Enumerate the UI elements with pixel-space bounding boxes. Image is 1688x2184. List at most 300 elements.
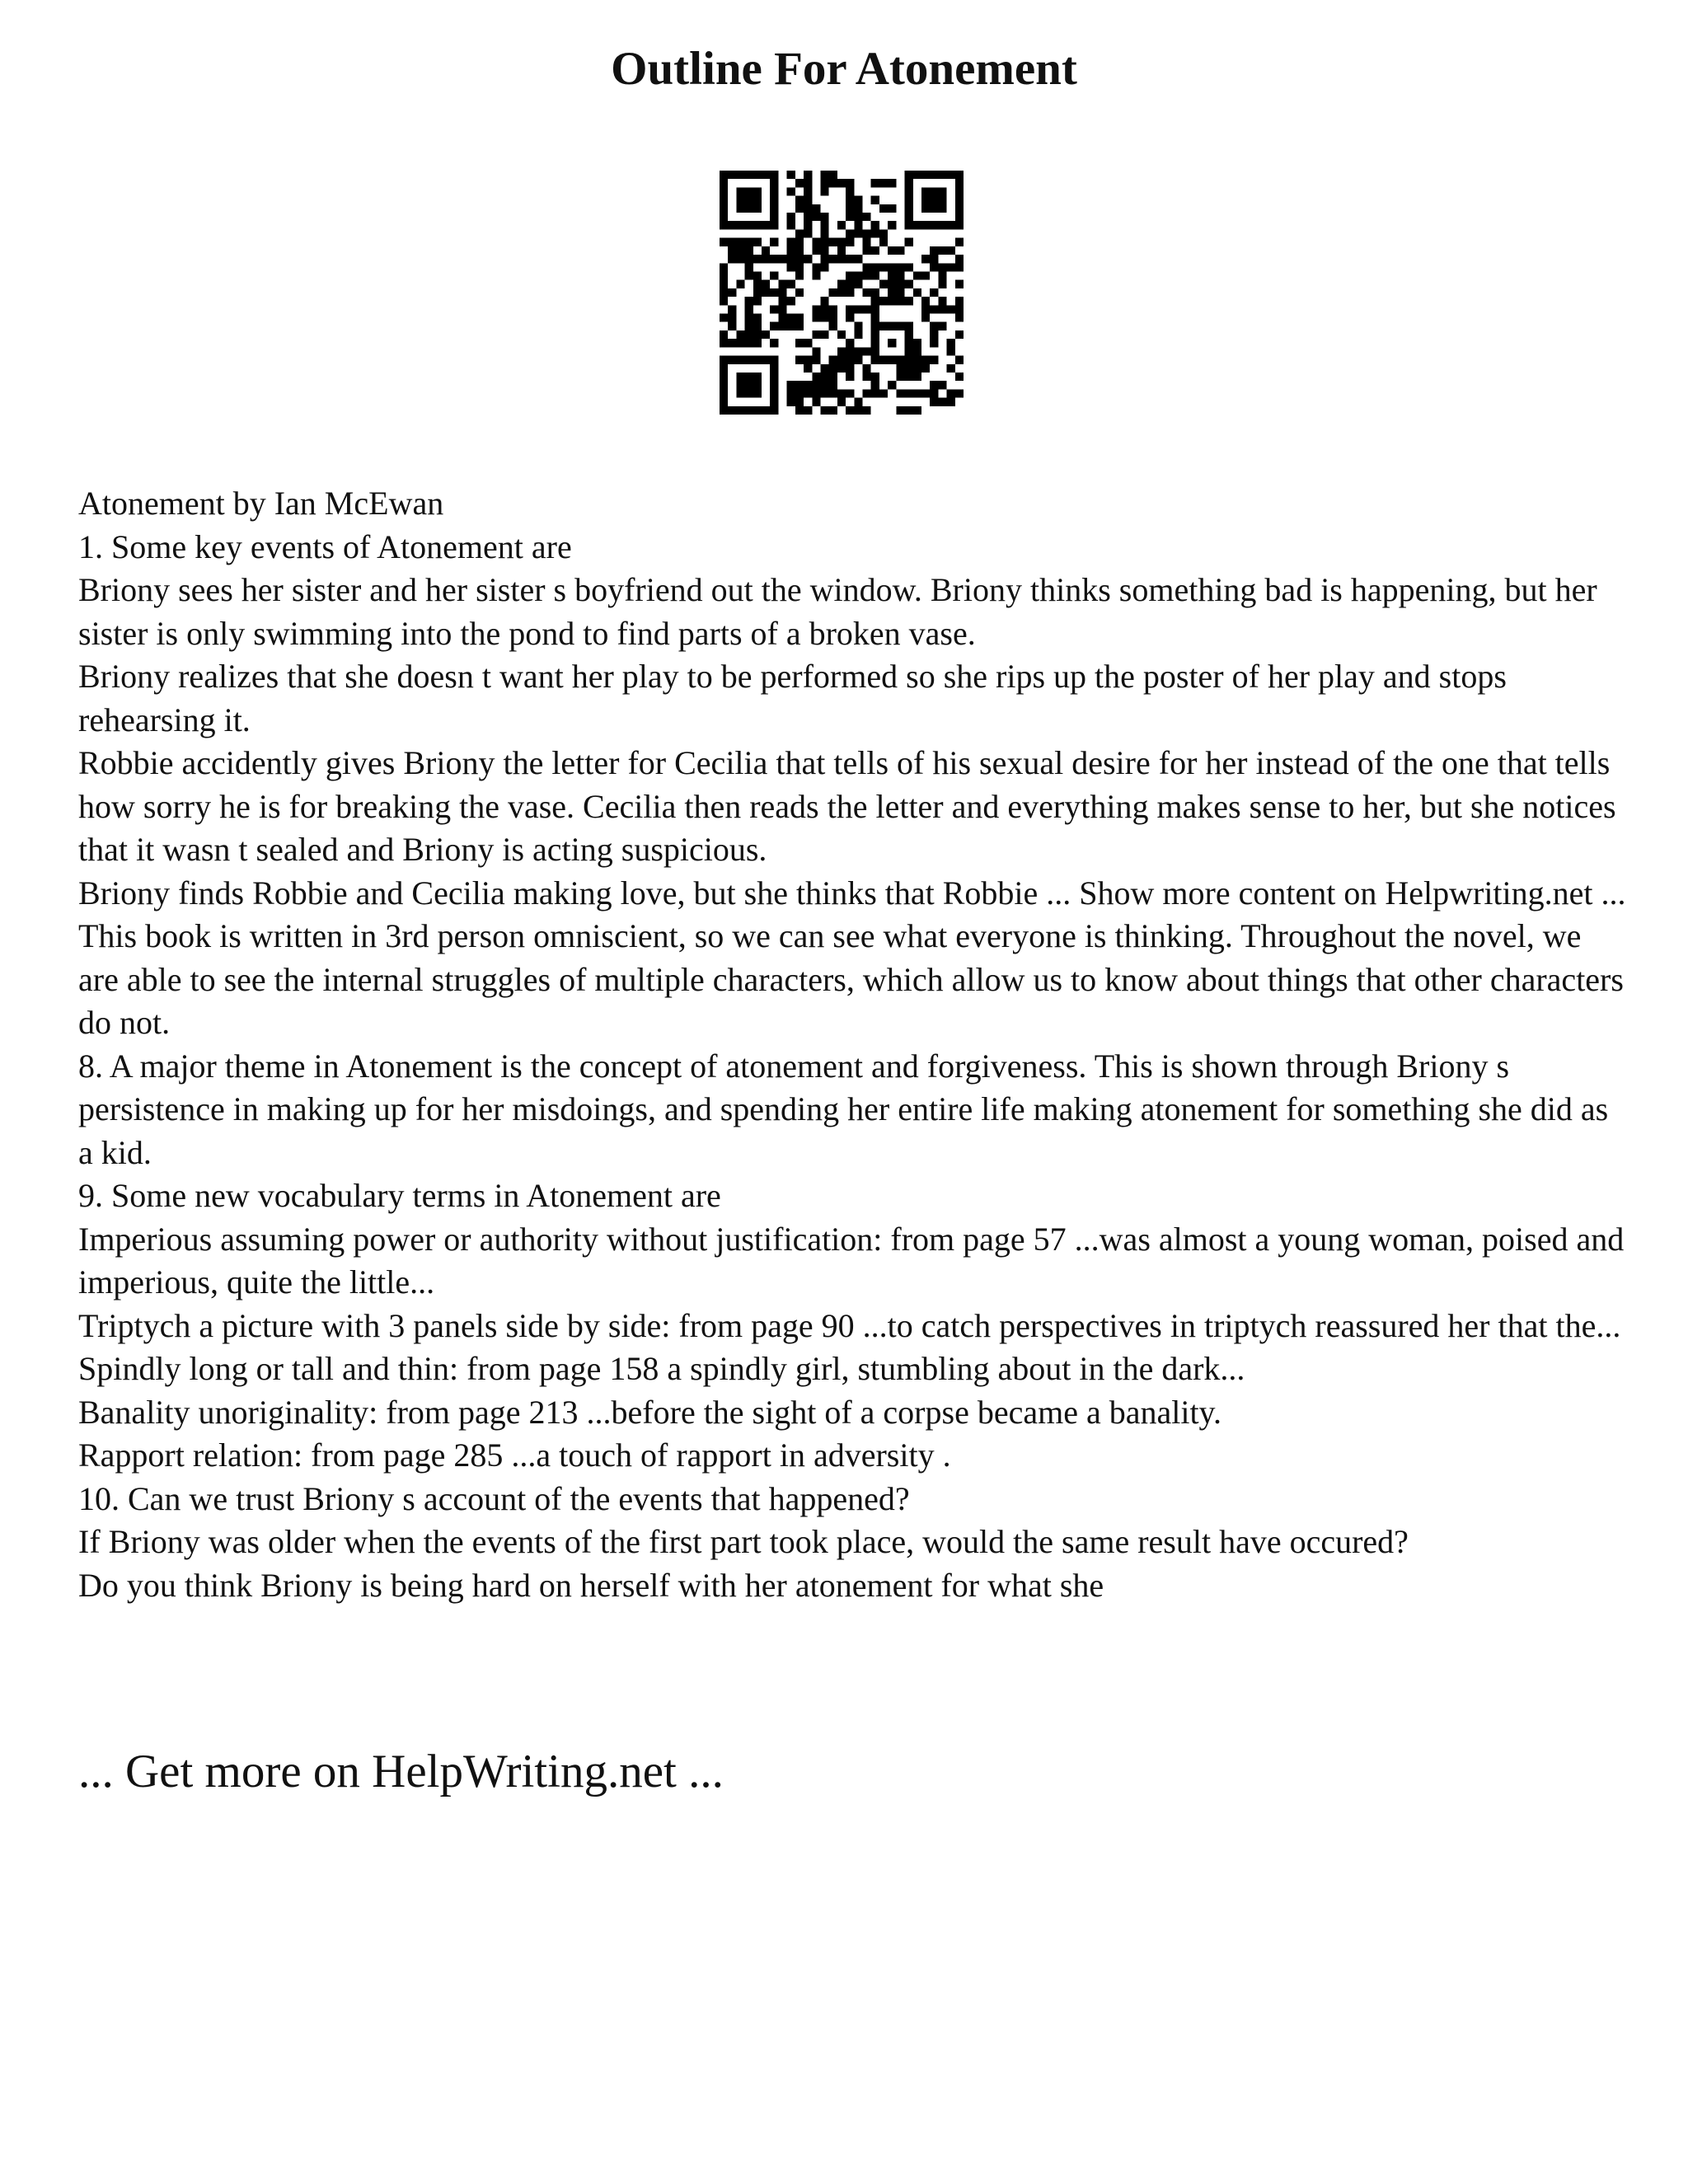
paragraph: 8. A major theme in Atonement is the concept of atonement and forgiveness. This is shown through Briony s persistence in making up for her misdoings, and spending her entire life making atonement for something she did as a kid.: [78, 1047, 1609, 1171]
qr-module: [930, 389, 938, 397]
qr-module: [728, 305, 736, 313]
qr-module: [930, 398, 938, 406]
qr-module: [905, 322, 913, 330]
qr-module: [930, 171, 938, 179]
qr-module: [720, 389, 728, 397]
qr-module: [795, 255, 804, 263]
qr-module: [837, 398, 846, 406]
paragraph: 10. Can we trust Briony s account of the events that happened?: [78, 1479, 910, 1517]
qr-module: [930, 263, 938, 271]
qr-module: [787, 381, 795, 389]
qr-module: [896, 322, 904, 330]
qr-module: [812, 263, 820, 271]
qr-module: [854, 280, 862, 288]
qr-module: [795, 381, 804, 389]
qr-module: [888, 263, 896, 271]
qr-module: [745, 246, 753, 255]
qr-code: [720, 171, 964, 415]
qr-module: [905, 179, 913, 187]
qr-module: [930, 305, 938, 313]
qr-module: [879, 263, 888, 271]
qr-module: [804, 187, 812, 195]
qr-module: [804, 339, 812, 347]
qr-module: [787, 213, 795, 221]
qr-module: [787, 238, 795, 246]
qr-module: [812, 204, 820, 213]
qr-module: [921, 171, 930, 179]
qr-module: [762, 356, 770, 364]
qr-module: [736, 280, 744, 288]
qr-module: [812, 389, 820, 397]
qr-module: [879, 204, 888, 213]
qr-module: [795, 288, 804, 297]
qr-module: [762, 288, 770, 297]
qr-module: [905, 406, 913, 415]
qr-module: [863, 364, 871, 373]
qr-module: [846, 356, 854, 364]
qr-module: [837, 330, 846, 339]
qr-module: [863, 263, 871, 271]
qr-module: [888, 221, 896, 229]
qr-module: [795, 246, 804, 255]
qr-module: [871, 356, 879, 364]
qr-module: [820, 179, 828, 187]
qr-module: [871, 339, 879, 347]
get-more-link[interactable]: ... Get more on HelpWriting.net ...: [78, 1746, 724, 1797]
qr-module: [888, 356, 896, 364]
paragraph: 9. Some new vocabulary terms in Atonement are: [78, 1177, 721, 1214]
qr-module: [955, 171, 964, 179]
qr-module: [795, 263, 804, 271]
qr-module: [820, 406, 828, 415]
qr-module: [854, 271, 862, 279]
qr-module: [955, 196, 964, 204]
qr-module: [905, 204, 913, 213]
qr-module: [787, 297, 795, 305]
qr-module: [770, 238, 778, 246]
qr-module: [745, 238, 753, 246]
qr-module: [863, 288, 871, 297]
qr-module: [728, 356, 736, 364]
qr-module: [879, 229, 888, 237]
qr-module: [753, 288, 762, 297]
qr-module: [854, 229, 862, 237]
qr-module: [938, 322, 946, 330]
qr-module: [888, 246, 896, 255]
qr-module: [829, 171, 837, 179]
qr-module: [921, 255, 930, 263]
qr-module: [947, 246, 955, 255]
qr-module: [938, 171, 946, 179]
qr-module: [888, 280, 896, 288]
qr-module: [837, 238, 846, 246]
qr-module: [871, 229, 879, 237]
qr-module: [955, 187, 964, 195]
qr-module: [938, 263, 946, 271]
qr-module: [829, 356, 837, 364]
qr-module: [753, 322, 762, 330]
qr-module: [863, 246, 871, 255]
qr-module: [938, 280, 946, 288]
qr-module: [795, 389, 804, 397]
qr-module: [913, 389, 921, 397]
qr-module: [905, 330, 913, 339]
qr-module: [812, 398, 820, 406]
qr-module: [930, 381, 938, 389]
qr-module: [905, 221, 913, 229]
paragraph: Rapport relation: from page 285 ...a touch of rapport in adversity .: [78, 1436, 951, 1474]
qr-module: [753, 204, 762, 213]
qr-module: [795, 271, 804, 279]
qr-module: [829, 364, 837, 373]
paragraph: Briony realizes that she doesn t want her play to be performed so she rips up the poster of her play and stops rehearsing it.: [78, 658, 1507, 738]
qr-module: [804, 364, 812, 373]
qr-module: [820, 305, 828, 313]
qr-module: [787, 221, 795, 229]
qr-module: [930, 255, 938, 263]
qr-module: [787, 280, 795, 288]
qr-module: [846, 339, 854, 347]
qr-module: [745, 339, 753, 347]
qr-module: [846, 255, 854, 263]
qr-module: [938, 246, 946, 255]
qr-module: [930, 339, 938, 347]
qr-module: [896, 364, 904, 373]
qr-module: [837, 356, 846, 364]
qr-module: [745, 221, 753, 229]
qr-module: [930, 187, 938, 195]
qr-module: [770, 373, 778, 381]
qr-module: [846, 288, 854, 297]
qr-module: [736, 389, 744, 397]
qr-module: [787, 246, 795, 255]
qr-module: [787, 322, 795, 330]
qr-module: [846, 187, 854, 195]
qr-module: [947, 347, 955, 355]
qr-module: [854, 356, 862, 364]
qr-module: [787, 389, 795, 397]
qr-module: [837, 288, 846, 297]
qr-module: [829, 389, 837, 397]
qr-module: [795, 356, 804, 364]
qr-module: [770, 305, 778, 313]
qr-module: [778, 288, 786, 297]
qr-module: [879, 238, 888, 246]
qr-module: [753, 339, 762, 347]
qr-module: [863, 347, 871, 355]
qr-module: [854, 255, 862, 263]
qr-module: [930, 204, 938, 213]
qr-module: [762, 255, 770, 263]
qr-module: [863, 238, 871, 246]
qr-module: [745, 297, 753, 305]
qr-module: [829, 238, 837, 246]
qr-module: [778, 255, 786, 263]
qr-module: [753, 314, 762, 322]
qr-module: [913, 339, 921, 347]
qr-module: [812, 314, 820, 322]
qr-module: [871, 297, 879, 305]
qr-module: [871, 179, 879, 187]
qr-module: [753, 373, 762, 381]
qr-module: [745, 271, 753, 279]
qr-module: [804, 179, 812, 187]
qr-module: [728, 221, 736, 229]
qr-module: [955, 356, 964, 364]
qr-module: [753, 238, 762, 246]
qr-module: [837, 280, 846, 288]
qr-module: [820, 389, 828, 397]
qr-module: [745, 204, 753, 213]
qr-module: [795, 179, 804, 187]
qr-module: [787, 314, 795, 322]
qr-module: [745, 263, 753, 271]
qr-module: [871, 330, 879, 339]
qr-module: [955, 263, 964, 271]
qr-module: [770, 339, 778, 347]
qr-module: [938, 204, 946, 213]
qr-module: [762, 171, 770, 179]
qr-module: [930, 288, 938, 297]
qr-module: [846, 347, 854, 355]
qr-module: [930, 221, 938, 229]
qr-module: [745, 330, 753, 339]
qr-module: [753, 280, 762, 288]
paragraph: Spindly long or tall and thin: from page 158 a spindly girl, stumbling about in the dark...: [78, 1350, 1245, 1387]
qr-module: [745, 196, 753, 204]
qr-module: [787, 187, 795, 195]
qr-module: [812, 347, 820, 355]
qr-module: [770, 364, 778, 373]
qr-module: [921, 271, 930, 279]
qr-module: [879, 356, 888, 364]
qr-module: [770, 398, 778, 406]
qr-module: [795, 406, 804, 415]
qr-module: [888, 271, 896, 279]
qr-module: [812, 381, 820, 389]
qr-module: [871, 347, 879, 355]
qr-module: [938, 221, 946, 229]
qr-module: [947, 305, 955, 313]
qr-module: [720, 364, 728, 373]
qr-module: [947, 263, 955, 271]
qr-module: [753, 196, 762, 204]
qr-module: [896, 297, 904, 305]
qr-module: [888, 322, 896, 330]
qr-module: [947, 398, 955, 406]
qr-module: [762, 330, 770, 339]
qr-module: [753, 330, 762, 339]
qr-module: [745, 373, 753, 381]
qr-module: [879, 322, 888, 330]
qr-module: [871, 389, 879, 397]
qr-module: [753, 271, 762, 279]
qr-module: [921, 364, 930, 373]
qr-module: [820, 381, 828, 389]
qr-module: [820, 213, 828, 221]
qr-module: [955, 373, 964, 381]
qr-module: [770, 213, 778, 221]
qr-module: [846, 229, 854, 237]
qr-module: [753, 389, 762, 397]
qr-module: [795, 238, 804, 246]
qr-module: [879, 389, 888, 397]
qr-module: [762, 246, 770, 255]
qr-module: [804, 381, 812, 389]
paragraph: 1. Some key events of Atonement are: [78, 527, 572, 565]
qr-module: [770, 196, 778, 204]
qr-module: [955, 305, 964, 313]
qr-module: [728, 339, 736, 347]
qr-module: [955, 204, 964, 213]
qr-module: [955, 389, 964, 397]
qr-code-graphic: [720, 171, 964, 415]
qr-module: [770, 255, 778, 263]
qr-module: [745, 305, 753, 313]
qr-module: [913, 406, 921, 415]
qr-module: [820, 330, 828, 339]
qr-module: [770, 187, 778, 195]
qr-module: [955, 179, 964, 187]
qr-module: [720, 339, 728, 347]
qr-module: [913, 347, 921, 355]
qr-module: [888, 339, 896, 347]
qr-module: [820, 364, 828, 373]
qr-module: [778, 314, 786, 322]
qr-module: [770, 288, 778, 297]
qr-module: [728, 314, 736, 322]
qr-module: [778, 305, 786, 313]
qr-module: [829, 322, 837, 330]
qr-module: [846, 196, 854, 204]
qr-module: [736, 221, 744, 229]
qr-module: [938, 381, 946, 389]
qr-module: [921, 297, 930, 305]
qr-module: [829, 406, 837, 415]
qr-module: [820, 229, 828, 237]
qr-module: [812, 373, 820, 381]
qr-module: [837, 179, 846, 187]
qr-module: [736, 196, 744, 204]
qr-module: [728, 255, 736, 263]
qr-module: [787, 171, 795, 179]
qr-module: [854, 406, 862, 415]
qr-module: [820, 238, 828, 246]
qr-module: [736, 406, 744, 415]
qr-module: [745, 406, 753, 415]
qr-module: [720, 213, 728, 221]
qr-module: [753, 356, 762, 364]
qr-module: [745, 255, 753, 263]
qr-module: [930, 330, 938, 339]
qr-module: [846, 213, 854, 221]
qr-module: [871, 373, 879, 381]
paragraph: This book is written in 3rd person omniscient, so we can see what everyone is thinking. Throughout the novel, we are able to see the internal struggles of multiple characters, which allow us to know about things that other characters do not.: [78, 917, 1624, 1041]
qr-module: [837, 221, 846, 229]
qr-module: [795, 398, 804, 406]
qr-module: [888, 297, 896, 305]
qr-module: [770, 171, 778, 179]
qr-module: [829, 255, 837, 263]
qr-module: [720, 406, 728, 415]
qr-module: [804, 171, 812, 179]
qr-module: [913, 373, 921, 381]
qr-module: [812, 246, 820, 255]
qr-module: [947, 389, 955, 397]
qr-module: [736, 255, 744, 263]
qr-module: [938, 196, 946, 204]
qr-module: [905, 356, 913, 364]
qr-module: [720, 179, 728, 187]
qr-module: [812, 213, 820, 221]
qr-module: [905, 339, 913, 347]
qr-module: [955, 280, 964, 288]
qr-module: [905, 364, 913, 373]
qr-module: [846, 406, 854, 415]
document-body: [78, 482, 1628, 1607]
qr-module: [762, 280, 770, 288]
qr-module: [804, 213, 812, 221]
qr-module: [820, 373, 828, 381]
qr-module: [921, 196, 930, 204]
qr-module: [820, 314, 828, 322]
qr-module: [955, 314, 964, 322]
qr-module: [854, 330, 862, 339]
qr-module: [905, 373, 913, 381]
qr-module: [795, 204, 804, 213]
qr-module: [905, 171, 913, 179]
qr-module: [854, 398, 862, 406]
qr-module: [955, 238, 964, 246]
qr-module: [854, 347, 862, 355]
paragraph: If Briony was older when the events of the first part took place, would the same result have occured?: [78, 1523, 1409, 1560]
qr-module: [745, 187, 753, 195]
qr-module: [753, 171, 762, 179]
qr-module: [720, 280, 728, 288]
qr-module: [938, 297, 946, 305]
qr-module: [770, 406, 778, 415]
qr-module: [837, 255, 846, 263]
qr-module: [871, 196, 879, 204]
qr-module: [888, 204, 896, 213]
qr-module: [879, 297, 888, 305]
qr-module: [770, 271, 778, 279]
qr-module: [896, 263, 904, 271]
qr-module: [846, 364, 854, 373]
qr-module: [720, 263, 728, 271]
qr-module: [871, 263, 879, 271]
qr-module: [846, 238, 854, 246]
qr-module: [896, 271, 904, 279]
qr-module: [720, 238, 728, 246]
qr-module: [745, 356, 753, 364]
qr-module: [736, 238, 744, 246]
qr-module: [854, 204, 862, 213]
qr-module: [795, 322, 804, 330]
qr-module: [812, 271, 820, 279]
qr-module: [863, 229, 871, 237]
paragraph: Imperious assuming power or authority without justification: from page 57 ...was almost a young woman, poised and imperious, quite the little...: [78, 1220, 1625, 1301]
qr-module: [896, 280, 904, 288]
qr-module: [955, 297, 964, 305]
qr-module: [846, 204, 854, 213]
qr-module: [871, 305, 879, 313]
qr-module: [829, 179, 837, 187]
paragraph: Do you think Briony is being hard on herself with her atonement for what she: [78, 1566, 1104, 1604]
qr-module: [896, 246, 904, 255]
qr-module: [947, 221, 955, 229]
qr-module: [955, 330, 964, 339]
